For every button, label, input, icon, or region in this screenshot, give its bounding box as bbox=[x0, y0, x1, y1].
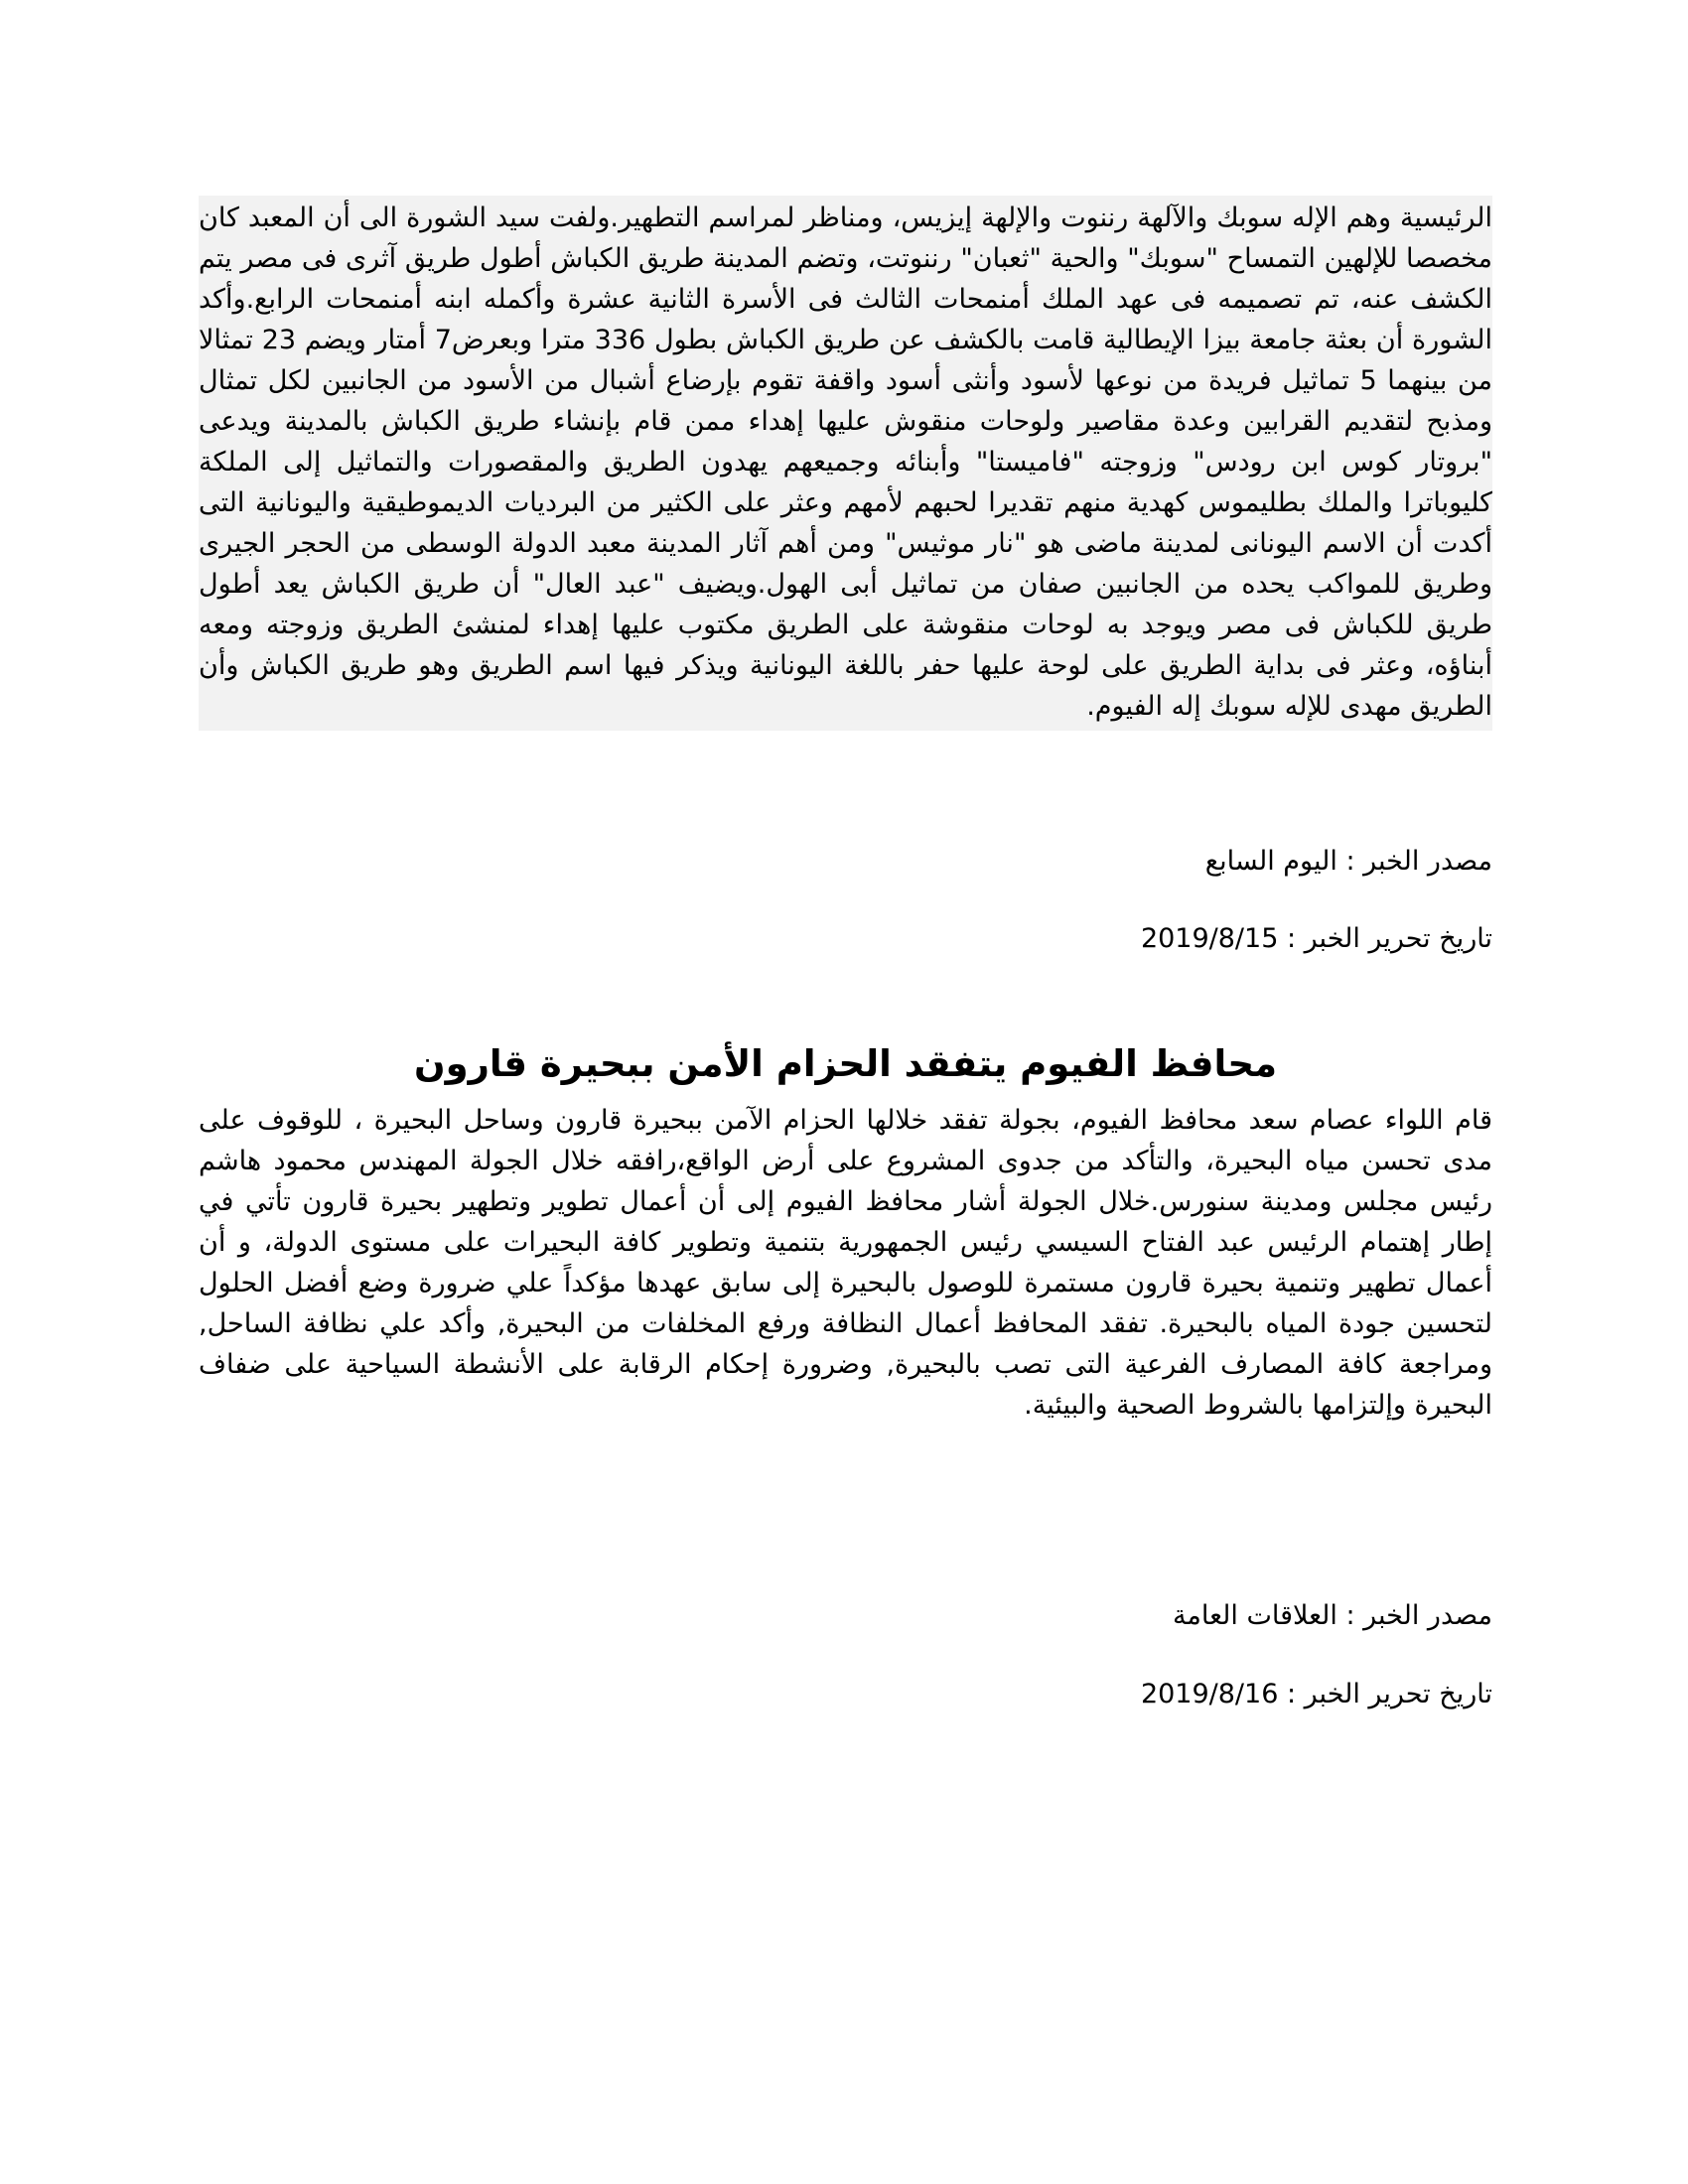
article-1-date-label: تاريخ تحرير الخبر : bbox=[1278, 923, 1492, 954]
article-1-date-line bbox=[1141, 919, 1492, 959]
article-2-body: قام اللواء عصام سعد محافظ الفيوم، بجولة تفقد خلالها الحزام الآمن ببحيرة قارون وساحل البحيرة ، للوقوف على مدى تحسن مياه البحيرة، والتأكد من جدوى المشروع على أرض الواقع،رافقه خلال الجولة المهندس محمود هاشم رئيس مجلس ومدينة سنورس.خلال الجولة أشار محافظ الفيوم إلى أن أعمال تطوير وتطهير بحيرة قارون تأتي في إطار إهتمام الرئيس عبد الفتاح السيسي رئيس الجمهورية بتنمية وتطوير كافة البحيرات على مستوى الدولة، و أن أعمال تطهير وتنمية بحيرة قارون مستمرة للوصول بالبحيرة إلى سابق عهدها مؤكداً علي ضرورة وضع أفضل الحلول لتحسين جودة المياه بالبحيرة. تفقد المحافظ أعمال النظافة ورفع المخلفات من البحيرة, وأكد علي نظافة الساحل, ومراجعة كافة المصارف الفرعية التى تصب بالبحيرة, وضرورة إحكام الرقابة على الأنشطة السياحية على ضفاف البحيرة وإلتزامها بالشروط الصحية والبيئية. bbox=[199, 1105, 1492, 1421]
article-2-date-label: تاريخ تحرير الخبر : bbox=[1278, 1679, 1492, 1709]
article-2-source-value: العلاقات العامة bbox=[1172, 1600, 1337, 1631]
article-2-headline: محافظ الفيوم يتفقد الحزام الأمن ببحيرة قارون bbox=[414, 1042, 1277, 1085]
article-2-source-line bbox=[1173, 1596, 1492, 1636]
article-2-date-value: 2019/8/16 bbox=[1140, 1679, 1279, 1709]
article-2-source-label: مصدر الخبر : bbox=[1336, 1600, 1492, 1631]
article-1-source-label: مصدر الخبر : bbox=[1336, 846, 1492, 877]
article-1-date-value: 2019/8/15 bbox=[1140, 923, 1279, 954]
article-1-source-line bbox=[1205, 842, 1492, 882]
article-1-body: الرئيسية وهم الإله سوبك والآلهة رننوت والإلهة إيزيس، ومناظر لمراسم التطهير.ولفت سيد الشورة الى أن المعبد كان مخصصا للإلهين التمساح "سوبك" والحية "ثعبان" رننوتت، وتضم المدينة طريق الكباش أطول طريق آثرى فى مصر يتم الكشف عنه، تم تصميمه فى عهد الملك أمنمحات الثالث فى الأسرة الثانية عشرة وأكمله ابنه أمنمحات الرابع.وأكد الشورة أن بعثة جامعة بيزا الإيطالية قامت بالكشف عن طريق الكباش بطول 336 مترا وبعرض7 أمتار ويضم 23 تمثالا من بينهما 5 تماثيل فريدة من نوعها لأسود وأنثى أسود واقفة تقوم بإرضاع أشبال من الأسود من الجانبين لكل تمثال ومذبح لتقديم القرابين وعدة مقاصير ولوحات منقوش عليها إهداء ممن قام بإنشاء طريق الكباش بالمدينة ويدعى "بروتار كوس ابن رودس" وزوجته "فاميستا" وأبنائه وجميعهم يهدون الطريق والمقصورات والتماثيل إلى الملكة كليوباترا والملك بطليموس كهدية منهم تقديرا لحبهم لأمهم وعثر على الكثير من البرديات الديموطيقية واليونانية التى أكدت أن الاسم اليونانى لمدينة ماضى هو "نار موثيس" ومن أهم آثار المدينة معبد الدولة الوسطى من الحجر الجيرى وطريق للمواكب يحده من الجانبين صفان من تماثيل أبى الهول.ويضيف "عبد العال" أن طريق الكباش يعد أطول طريق للكباش فى مصر ويوجد به لوحات منقوشة على الطريق مكتوب عليها إهداء لمنشئ الطريق وزوجته ومعه أبناؤه، وعثر فى بداية الطريق على لوحة عليها حفر باللغة اليونانية ويذكر فيها اسم الطريق وهو طريق الكباش وأن الطريق مهدى للإله سوبك إله الفيوم. bbox=[199, 196, 1492, 731]
article-2-date-line bbox=[1141, 1675, 1492, 1714]
article-1-source-value: اليوم السابع bbox=[1204, 846, 1337, 877]
